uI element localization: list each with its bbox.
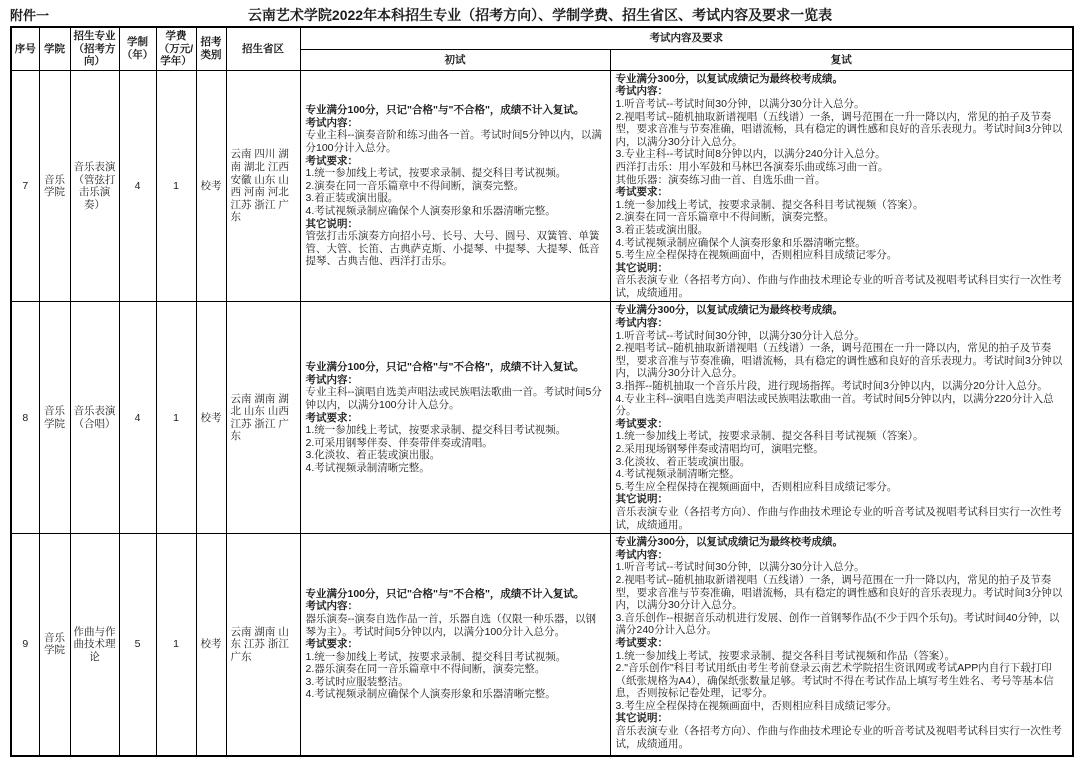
exam-line: 西洋打击乐：用小军鼓和马林巴各演奏乐曲或练习曲一首。	[615, 160, 889, 173]
exam-line: 5.考生应全程保持在视频画面中，否则相应科目成绩记零分。	[615, 249, 898, 262]
exam-line: 3.指挥--随机抽取一个音乐片段，进行现场指挥。考试时间3分钟以内，以满分20分计入总分。	[615, 380, 1048, 393]
exam-line: 1.听音考试--考试时间30分钟，以满分30分计入总分。	[615, 97, 865, 110]
exam-line: 其它说明：	[615, 261, 668, 274]
exam-line: 1.统一参加线上考试，按要求录制、提交科目考试视频。	[305, 167, 567, 180]
exam-line: 4.考试视频录制清晰完整。	[615, 468, 740, 481]
cell-first-round	[300, 534, 610, 756]
exam-line: 3.音乐创作--根据音乐动机进行发展、创作一首钢琴作品(不少于四个乐句)。考试时间40分钟，以满分240分计入总分。	[615, 611, 1060, 637]
exam-line: 专业满分300分，以复试成绩记为最终校考成绩。	[615, 536, 844, 549]
table-body	[11, 70, 1073, 755]
cell-college: 音乐学院	[39, 534, 70, 756]
header-second-round: 复试	[610, 50, 1073, 71]
attachment-label: 附件一	[10, 8, 50, 23]
cell-years: 5	[119, 534, 156, 756]
exam-line: 考试要求：	[305, 411, 358, 424]
header-seq: 序号	[11, 27, 39, 70]
cell-second-round	[610, 70, 1073, 302]
cell-category: 校考	[196, 302, 226, 534]
exam-line: 器乐演奏--演奏自选作品一首，乐器自选（仅限一种乐器，以钢琴为主）。考试时间5分钟以内，以满分100分计入总分。	[305, 612, 596, 638]
exam-line: 专业满分100分，只记"合格"与"不合格"，成绩不计入复试。	[305, 104, 585, 117]
table-row	[11, 302, 1073, 534]
cell-second-round	[610, 534, 1073, 756]
exam-line: 3.着正装或演出服。	[615, 223, 709, 236]
exam-line: 5.考生应全程保持在视频画面中，否则相应科目成绩记零分。	[615, 480, 898, 493]
exam-line: 2.采用现场钢琴伴奏或清唱均可，演唱完整。	[615, 443, 824, 455]
cell-first-round	[300, 302, 610, 534]
exam-line: 4.考试视频录制应确保个人演奏形象和乐器清晰完整。	[305, 688, 556, 701]
header-first-round: 初试	[300, 50, 610, 71]
exam-line: 4.考试视频录制应确保个人演奏形象和乐器清晰完整。	[615, 236, 866, 249]
cell-major: 音乐表演（合唱）	[70, 302, 119, 534]
exam-line: 3.专业主科--考试时间8分钟以内，以满分240分计入总分。	[615, 148, 886, 161]
cell-provinces: 云南 湖南 湖北 山东 山西 江苏 浙江 广东	[226, 302, 300, 534]
cell-category: 校考	[196, 70, 226, 302]
exam-line: 专业满分300分，以复试成绩记为最终校考成绩。	[615, 72, 844, 85]
cell-second-round	[610, 302, 1073, 534]
table-row	[11, 534, 1073, 756]
top-bar	[0, 0, 1080, 26]
exam-line: 4.考试视频录制应确保个人演奏形象和乐器清晰完整。	[305, 205, 556, 218]
header-tuition: 学费（万元/学年）	[156, 27, 196, 70]
cell-seq: 7	[11, 70, 39, 302]
exam-line: 考试要求：	[305, 638, 358, 651]
exam-line: 考试内容：	[615, 85, 668, 98]
page-title: 云南艺术学院2022年本科招生专业（招考方向）、学制学费、招生省区、考试内容及要求一览表	[247, 7, 833, 23]
header-exam: 考试内容及要求	[300, 27, 1073, 50]
exam-line: 4.专业主科--演唱自选美声唱法或民族唱法歌曲一首。考试时间5分钟以内，以满分220分计入总分。	[615, 392, 1054, 418]
exam-line: 1.统一参加线上考试，按要求录制、提交科目考试视频。	[305, 650, 567, 663]
exam-line: 2.器乐演奏在同一音乐篇章中不得间断，演奏完整。	[305, 663, 546, 676]
header-provinces: 招生省区	[226, 27, 300, 70]
exam-line: 考试要求：	[615, 186, 668, 199]
header-college: 学院	[39, 27, 70, 70]
exam-line: 其它说明：	[615, 712, 668, 725]
cell-provinces: 云南 四川 湖南 湖北 江西 安徽 山东 山西 河南 河北 江苏 浙江 广东	[226, 70, 300, 302]
exam-line: 音乐表演专业（各招考方向）、作曲与作曲技术理论专业的听音考试及视唱考试科目实行一次性考试，成绩通用。	[615, 505, 1062, 531]
exam-line: 2.视唱考试--随机抽取新谱视唱（五线谱）一条，调号范围在一升一降以内，常见的拍子及节奏型，要求音准与节奏准确，唱谱流畅，具有稳定的调性感和良好的音乐表现力。考试时间3分钟以内，以满分30分计入总分。	[615, 573, 1063, 612]
exam-line: 专业满分100分，只记"合格"与"不合格"，成绩不计入复试。	[305, 361, 585, 374]
exam-line: 2."音乐创作"科目考试用纸由考生考前登录云南艺术学院招生资讯网或考试APP内自行下载打印（纸张规格为A4），确保纸张数量足够。考试时不得在考试作品上填写考生姓名、考号等基本信息，否则按标记卷处理，记零分。	[615, 662, 1054, 700]
exam-line: 1.统一参加线上考试，按要求录制、提交科目考试视频。	[305, 424, 567, 437]
exam-line: 考试内容：	[615, 317, 668, 330]
cell-seq: 8	[11, 302, 39, 534]
exam-line: 1.听音考试--考试时间30分钟，以满分30分计入总分。	[615, 329, 865, 342]
cell-college: 音乐学院	[39, 302, 70, 534]
exam-line: 1.统一参加线上考试，按要求录制、提交各科目考试视频（答案）。	[615, 198, 924, 211]
cell-major: 音乐表演（管弦打击乐演奏）	[70, 70, 119, 302]
exam-line: 考试内容：	[305, 116, 358, 129]
exam-line: 1.统一参加线上考试，按要求录制、提交各科目考试视频和作品（答案）。	[615, 649, 956, 662]
exam-line: 考试要求：	[615, 636, 668, 649]
cell-seq: 9	[11, 534, 39, 756]
exam-line: 专业满分100分，只记"合格"与"不合格"，成绩不计入复试。	[305, 587, 585, 600]
exam-line: 考试要求：	[615, 417, 668, 430]
exam-line: 1.听音考试--考试时间30分钟，以满分30分计入总分。	[615, 561, 865, 574]
cell-provinces: 云南 湖南 山东 江苏 浙江 广东	[226, 534, 300, 756]
exam-line: 其它说明：	[305, 217, 358, 230]
cell-first-round	[300, 70, 610, 302]
exam-line: 其他乐器：演奏练习曲一首、自选乐曲一首。	[615, 173, 826, 186]
exam-line: 专业主科--演奏音阶和练习曲各一首。考试时间5分钟以内，以满分100分计入总分。	[305, 129, 602, 155]
table-row	[11, 70, 1073, 302]
exam-line: 考试内容：	[305, 600, 358, 613]
exam-line: 2.演奏在同一音乐篇章中不得间断，演奏完整。	[615, 211, 835, 224]
exam-line: 3.考试时应服装整洁。	[305, 675, 409, 688]
admissions-table	[10, 26, 1074, 757]
exam-line: 专业满分300分，以复试成绩记为最终校考成绩。	[615, 304, 844, 317]
table-header	[11, 27, 1073, 70]
exam-line: 音乐表演专业（各招考方向）、作曲与作曲技术理论专业的听音考试及视唱考试科目实行一次性考试，成绩通用。	[615, 274, 1062, 299]
exam-line: 3.化淡妆、着正装或演出服。	[615, 455, 751, 468]
cell-tuition: 1	[156, 534, 196, 756]
exam-line: 管弦打击乐演奏方向招小号、长号、大号、圆号、双簧管、单簧管、大管、长笛、古典萨克斯、小提琴、中提琴、大提琴、低音提琴、古典吉他、西洋打击乐。	[305, 230, 600, 268]
exam-line: 音乐表演专业（各招考方向）、作曲与作曲技术理论专业的听音考试及视唱考试科目实行一次性考试，成绩通用。	[615, 725, 1062, 750]
exam-line: 考试内容：	[615, 548, 668, 561]
cell-years: 4	[119, 302, 156, 534]
exam-line: 2.演奏在同一音乐篇章中不得间断，演奏完整。	[305, 179, 525, 192]
cell-college: 音乐学院	[39, 70, 70, 302]
header-category: 招考类别	[196, 27, 226, 70]
exam-line: 2.可采用钢琴伴奏、伴奏带伴奏或清唱。	[305, 436, 493, 449]
exam-line: 3.考生应全程保持在视频画面中，否则相应科目成绩记零分。	[615, 699, 898, 712]
exam-line: 2.视唱考试--随机抽取新谱视唱（五线谱）一条，调号范围在一升一降以内，常见的拍子及节奏型，要求音准与节奏准确，唱谱流畅，具有稳定的调性感和良好的音乐表现力。考试时间3分钟以内，以满分30分计入总分。	[615, 110, 1063, 148]
exam-line: 3.着正装或演出服。	[305, 192, 399, 205]
cell-years: 4	[119, 70, 156, 302]
exam-line: 其它说明：	[615, 493, 668, 506]
exam-line: 考试要求：	[305, 154, 358, 167]
header-major: 招生专业（招考方向）	[70, 27, 119, 70]
exam-line: 专业主科--演唱自选美声唱法或民族唱法歌曲一首。考试时间5分钟以内，以满分100分计入总分。	[305, 386, 602, 411]
exam-line: 2.视唱考试--随机抽取新谱视唱（五线谱）一条，调号范围在一升一降以内，常见的拍子及节奏型，要求音准与节奏准确，唱谱流畅，具有稳定的调性感和良好的音乐表现力。考试时间3分钟以内，以满分30分计入总分。	[615, 342, 1063, 380]
cell-major: 作曲与作曲技术理论	[70, 534, 119, 756]
exam-line: 考试内容：	[305, 373, 358, 386]
cell-category: 校考	[196, 534, 226, 756]
cell-tuition: 1	[156, 70, 196, 302]
exam-line: 1.统一参加线上考试，按要求录制、提交各科目考试视频（答案）。	[615, 430, 924, 443]
exam-line: 3.化淡妆、着正装或演出服。	[305, 449, 441, 462]
cell-tuition: 1	[156, 302, 196, 534]
header-years: 学制（年）	[119, 27, 156, 70]
exam-line: 4.考试视频录制清晰完整。	[305, 461, 430, 474]
